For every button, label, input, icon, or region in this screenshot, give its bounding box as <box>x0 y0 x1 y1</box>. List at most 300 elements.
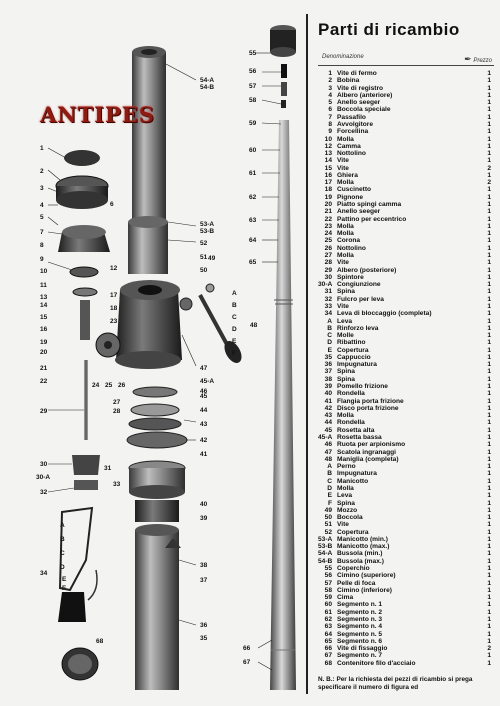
wire-container <box>62 648 98 680</box>
part-description: Contenitore filo d'acciaio <box>337 659 416 667</box>
diagram-label: 13 <box>40 294 48 301</box>
part-quantity: 1 <box>487 128 491 136</box>
diagram-label: D <box>232 326 237 333</box>
parts-row <box>318 659 494 668</box>
reel-seat-cylinder <box>128 46 168 274</box>
diagram-label: 54-A <box>200 77 215 84</box>
part-quantity: 1 <box>487 91 491 99</box>
part-description: Segmento n. 2 <box>337 608 383 616</box>
part-description: Flangia porta frizione <box>337 397 404 405</box>
part-description: Molla <box>337 135 354 143</box>
part-number: 56 <box>324 572 332 580</box>
divider <box>306 14 308 694</box>
part-number: B <box>327 470 332 478</box>
part-quantity: 1 <box>487 186 491 194</box>
part-description: Rondella <box>337 419 365 427</box>
part-quantity: 1 <box>487 608 491 616</box>
part-description: Cappuccio <box>337 353 371 361</box>
part-description: Scatola ingranaggi <box>337 448 396 456</box>
part-description: Ruota per arpionismo <box>337 441 406 449</box>
part-description: Bussola (max.) <box>337 557 384 565</box>
part-number: F <box>327 499 332 507</box>
part-quantity: 1 <box>487 288 491 296</box>
part-number: 45-A <box>318 434 333 441</box>
diagram-label: 62 <box>249 194 257 201</box>
part-description: Cimino (inferiore) <box>337 586 392 594</box>
part-quantity: 1 <box>487 535 491 543</box>
part-description: Manicotto (min.) <box>337 535 388 543</box>
part-number: 35 <box>324 353 332 361</box>
diagram-label: 45-A <box>200 378 215 385</box>
diagram-label: 54-B <box>200 84 215 91</box>
column-header-prezzo: ✒ Prezzo <box>464 54 492 64</box>
part-quantity: 1 <box>487 426 491 434</box>
diagram-label: 56 <box>249 68 257 75</box>
diagram-label: 26 <box>118 382 126 389</box>
part-description: Vite di registro <box>337 84 384 92</box>
part-quantity: 2 <box>487 645 491 653</box>
part-number: 31 <box>324 288 332 296</box>
part-description: Albero (posteriore) <box>337 266 397 274</box>
part-description: Vite <box>337 521 349 529</box>
part-number: 4 <box>328 91 332 99</box>
diagram-label: 61 <box>249 170 257 177</box>
part-quantity: 1 <box>487 397 491 405</box>
part-quantity: 1 <box>487 142 491 150</box>
diagram-label: 63 <box>249 217 257 224</box>
part-description: Leva di bloccaggio (completa) <box>337 310 432 318</box>
part-number: 54-B <box>318 557 333 565</box>
part-number: 53-A <box>318 535 333 543</box>
part-number: 58 <box>324 586 332 594</box>
diagram-label: 58 <box>249 97 257 104</box>
part-number: 13 <box>324 150 332 158</box>
part-description: Spina <box>337 499 355 507</box>
part-description: Segmento n. 7 <box>337 652 383 660</box>
part-quantity: 1 <box>487 579 491 587</box>
part-number: 51 <box>324 521 332 529</box>
part-number: 10 <box>324 135 332 143</box>
drag-discs <box>127 387 187 522</box>
part-description: Manicotto (max.) <box>337 543 390 551</box>
part-quantity: 1 <box>487 106 491 114</box>
diagram-label: 1 <box>40 145 44 152</box>
part-number: 17 <box>324 179 332 187</box>
part-number: 32 <box>324 295 332 303</box>
part-quantity: 1 <box>487 324 491 332</box>
part-number: 12 <box>324 142 332 150</box>
part-description: Pelle di foca <box>337 579 376 587</box>
part-number: 18 <box>324 186 332 194</box>
part-quantity: 1 <box>487 281 491 289</box>
part-quantity: 1 <box>487 273 491 281</box>
header-rule <box>318 65 494 66</box>
diagram-label: A <box>232 290 237 297</box>
part-quantity: 1 <box>487 477 491 485</box>
part-description: Perno <box>337 463 356 471</box>
part-quantity: 1 <box>487 550 491 558</box>
part-description: Ghiera <box>337 171 358 179</box>
diagram-label: 5 <box>40 214 44 221</box>
part-number: 52 <box>324 528 332 536</box>
part-description: Boccola <box>337 514 363 522</box>
part-number: 61 <box>324 608 332 616</box>
diagram-label: 46 <box>200 388 208 395</box>
part-quantity: 1 <box>487 193 491 201</box>
diagram-label: 16 <box>40 326 48 333</box>
diagram-label: 64 <box>249 237 257 244</box>
part-description: Spintore <box>337 273 364 281</box>
diagram-label: 41 <box>200 451 208 458</box>
part-quantity: 1 <box>487 353 491 361</box>
diagram-label: 21 <box>40 365 48 372</box>
part-description: Molla <box>337 484 354 492</box>
part-quantity: 1 <box>487 99 491 107</box>
diagram-label: 12 <box>110 265 118 272</box>
rear-shaft <box>72 360 100 490</box>
diagram-label: F <box>232 350 236 357</box>
part-quantity: 1 <box>487 120 491 128</box>
part-quantity: 2 <box>487 164 491 172</box>
part-description: Copertura <box>337 346 369 354</box>
part-number: 23 <box>324 222 332 230</box>
parts-list <box>318 69 494 669</box>
part-quantity: 1 <box>487 368 491 376</box>
part-description: Vite <box>337 157 349 165</box>
diagram-label: 28 <box>113 408 121 415</box>
part-number: 38 <box>324 375 332 383</box>
diagram-label: 25 <box>105 382 113 389</box>
part-description: Vite <box>337 164 349 172</box>
part-quantity: 1 <box>487 586 491 594</box>
diagram-label: 11 <box>40 282 47 289</box>
part-number: 46 <box>324 441 332 449</box>
part-quantity: 1 <box>487 616 491 623</box>
diagram-label: 57 <box>249 83 257 90</box>
part-quantity: 1 <box>487 412 491 420</box>
diagram-label: 37 <box>200 577 208 584</box>
column-header-denominazione: Denominazione <box>322 54 364 60</box>
part-quantity: 2 <box>487 179 491 187</box>
part-quantity: 1 <box>487 470 491 478</box>
part-description: Anello seeger <box>337 99 381 107</box>
part-description: Segmento n. 5 <box>337 630 383 638</box>
part-number: 14 <box>324 157 332 165</box>
part-description: Impugnatura <box>337 361 377 369</box>
part-description: Coperchio <box>337 565 370 573</box>
diagram-label: 48 <box>250 322 258 329</box>
part-number: 55 <box>324 565 332 573</box>
part-description: Corona <box>337 237 361 245</box>
gear-box <box>115 280 182 369</box>
part-description: Vite di fermo <box>337 70 377 77</box>
diagram-label: 20 <box>40 349 48 356</box>
part-quantity: 1 <box>487 434 491 441</box>
diagram-label: 43 <box>200 421 208 428</box>
part-description: Vite di fissaggio <box>337 645 388 653</box>
part-number: 42 <box>324 404 332 412</box>
part-number: 24 <box>324 230 332 238</box>
part-number: 1 <box>328 70 332 77</box>
diagram-label: 49 <box>208 255 216 262</box>
part-number: 68 <box>324 659 332 667</box>
part-description: Passafilo <box>337 113 366 121</box>
footnote: N. B.: Per la richiesta dei pezzi di ricambio si prega specificare il numero di figura ed <box>318 676 473 691</box>
part-number: 63 <box>324 623 332 631</box>
part-number: B <box>327 324 332 332</box>
part-description: Molla <box>337 252 354 259</box>
part-description: Fulcro per leva <box>337 295 384 303</box>
part-number: 45 <box>324 426 332 434</box>
part-description: Leva <box>337 492 353 500</box>
diagram-label: 52 <box>200 240 208 247</box>
part-quantity: 1 <box>487 601 491 609</box>
diagram-label: 39 <box>200 515 208 522</box>
diagram-label: C <box>232 314 237 321</box>
part-number: 5 <box>328 99 332 107</box>
part-description: Pattino per eccentrico <box>337 215 407 223</box>
part-number: 8 <box>328 120 332 128</box>
diagram-label: 60 <box>249 147 257 154</box>
part-quantity: 1 <box>487 441 491 449</box>
diagram-label: 22 <box>40 378 48 385</box>
part-number: 54-A <box>318 550 333 558</box>
part-quantity: 1 <box>487 419 491 427</box>
part-quantity: 1 <box>487 543 491 551</box>
part-description: Vite <box>337 302 349 310</box>
diagram-label: 14 <box>40 302 48 309</box>
part-quantity: 1 <box>487 572 491 580</box>
spool-assembly <box>56 150 120 357</box>
part-description: Molla <box>337 412 354 420</box>
part-quantity: 1 <box>487 652 491 660</box>
part-quantity: 1 <box>487 310 491 318</box>
part-number: 6 <box>328 106 332 114</box>
part-quantity: 1 <box>487 237 491 245</box>
part-quantity: 1 <box>487 404 491 412</box>
part-quantity: 1 <box>487 302 491 310</box>
part-description: Segmento n. 3 <box>337 616 383 623</box>
diagram-label: 10 <box>40 268 48 275</box>
part-description: Cima <box>337 594 354 602</box>
telescopic-rod <box>270 25 296 690</box>
diagram-label: 40 <box>200 501 208 508</box>
part-description: Cuscinetto <box>337 186 372 194</box>
part-quantity: 1 <box>487 506 491 514</box>
part-number: 33 <box>324 302 332 310</box>
part-description: Nottolino <box>337 244 366 252</box>
part-quantity: 1 <box>487 259 491 267</box>
diagram-label: 42 <box>200 437 208 444</box>
part-quantity: 1 <box>487 514 491 522</box>
diagram-label: 15 <box>40 314 48 321</box>
diagram-label: 29 <box>40 408 48 415</box>
part-description: Nottolino <box>337 150 366 158</box>
part-description: Spina <box>337 288 355 296</box>
diagram-label: 50 <box>200 267 208 274</box>
diagram-label: 2 <box>40 168 44 175</box>
part-quantity: 1 <box>487 215 491 223</box>
part-number: C <box>327 477 332 485</box>
brand-logo: ANTIPES <box>40 102 155 127</box>
diagram-label: 53-B <box>200 228 215 235</box>
diagram-label: B <box>232 302 237 309</box>
diagram-label: 6 <box>110 201 114 208</box>
part-number: 30-A <box>318 281 333 289</box>
diagram-label: 68 <box>96 638 104 645</box>
part-number: 7 <box>328 113 332 121</box>
part-number: 47 <box>324 448 332 456</box>
diagram-label: 7 <box>40 229 44 236</box>
diagram-label: 31 <box>104 465 112 472</box>
part-description: Leva <box>337 317 353 325</box>
part-quantity: 1 <box>487 317 491 325</box>
part-description: Copertura <box>337 528 369 536</box>
part-number: 37 <box>324 368 332 376</box>
diagram-label: 27 <box>113 399 121 406</box>
diagram-label: D <box>60 564 65 571</box>
part-number: 64 <box>324 630 332 638</box>
diagram-label: A <box>60 522 65 529</box>
part-number: 66 <box>324 645 332 653</box>
part-number: 34 <box>324 310 332 318</box>
part-quantity: 1 <box>487 252 491 259</box>
part-quantity: 1 <box>487 455 491 463</box>
part-quantity: 1 <box>487 77 491 85</box>
part-number: D <box>327 339 332 347</box>
part-number: C <box>327 332 332 340</box>
diagram-label: 18 <box>110 305 118 312</box>
diagram-label: 30-A <box>36 474 51 481</box>
part-number: 60 <box>324 601 332 609</box>
part-number: 57 <box>324 579 332 587</box>
part-number: 26 <box>324 244 332 252</box>
part-number: 39 <box>324 383 332 391</box>
diagram-label: 47 <box>200 365 208 372</box>
diagram-label: E <box>232 338 237 345</box>
diagram-label: 19 <box>40 339 48 346</box>
diagram-label: 32 <box>40 489 48 496</box>
part-number: 20 <box>324 201 332 209</box>
part-number: A <box>327 463 332 471</box>
part-quantity: 1 <box>487 230 491 238</box>
part-description: Boccola speciale <box>337 106 391 114</box>
part-number: 50 <box>324 514 332 522</box>
part-number: 22 <box>324 215 332 223</box>
part-quantity: 1 <box>487 463 491 471</box>
diagram-label: 35 <box>200 635 208 642</box>
part-number: 16 <box>324 171 332 179</box>
part-quantity: 1 <box>487 244 491 252</box>
part-quantity: 1 <box>487 171 491 179</box>
part-quantity: 1 <box>487 201 491 209</box>
part-quantity: 1 <box>487 332 491 340</box>
part-description: Impugnatura <box>337 470 377 478</box>
part-number: 67 <box>324 652 332 660</box>
part-description: Maniglia (completa) <box>337 455 399 463</box>
part-number: 43 <box>324 412 332 420</box>
part-description: Ribattino <box>337 339 366 347</box>
part-quantity: 1 <box>487 339 491 347</box>
diagram-label: B <box>60 536 65 543</box>
part-description: Mozzo <box>337 506 358 514</box>
parts-table-header <box>318 50 494 64</box>
diagram-label: 4 <box>40 202 44 209</box>
part-description: Disco porta frizione <box>337 404 399 412</box>
part-description: Molle <box>337 332 354 340</box>
part-description: Camma <box>337 142 361 150</box>
diagram-label: 45 <box>200 393 208 400</box>
part-quantity: 1 <box>487 594 491 602</box>
part-quantity: 1 <box>487 135 491 143</box>
part-description: Piatto spingi camma <box>337 201 402 209</box>
diagram-label: 24 <box>92 382 100 389</box>
part-description: Pignone <box>337 193 364 201</box>
part-number: D <box>327 484 332 492</box>
part-quantity: 1 <box>487 484 491 492</box>
part-number: 25 <box>324 237 332 245</box>
part-number: 59 <box>324 594 332 602</box>
diagram-label: 23 <box>110 318 118 325</box>
part-quantity: 1 <box>487 499 491 507</box>
part-description: Rinforzo leva <box>337 324 379 332</box>
part-number: 9 <box>328 128 332 136</box>
diagram-label: 44 <box>200 407 208 414</box>
part-quantity: 1 <box>487 492 491 500</box>
part-description: Molla <box>337 230 354 238</box>
part-number: 65 <box>324 637 332 645</box>
part-number: 40 <box>324 390 332 398</box>
part-number: 53-B <box>318 543 333 551</box>
diagram-label: 17 <box>110 292 118 299</box>
part-quantity: 1 <box>487 383 491 391</box>
part-description: Bussola (min.) <box>337 550 383 558</box>
part-quantity: 1 <box>487 565 491 573</box>
part-description: Spina <box>337 375 355 383</box>
page-title: Parti di ricambio <box>318 20 460 39</box>
part-quantity: 1 <box>487 637 491 645</box>
diagram-label: E <box>62 576 67 583</box>
part-description: Rosetta alta <box>337 426 375 434</box>
part-description: Bobina <box>337 77 360 85</box>
part-quantity: 1 <box>487 150 491 158</box>
diagram-label: 30 <box>40 461 48 468</box>
part-description: Cimino (superiore) <box>337 572 396 580</box>
diagram-label: 66 <box>243 645 251 652</box>
part-quantity: 1 <box>487 375 491 383</box>
part-quantity: 1 <box>487 157 491 165</box>
part-quantity: 1 <box>487 557 491 565</box>
part-quantity: 1 <box>487 528 491 536</box>
part-quantity: 1 <box>487 630 491 638</box>
part-quantity: 1 <box>487 346 491 354</box>
part-description: Avvolgitore <box>337 120 374 128</box>
part-quantity: 1 <box>487 623 491 631</box>
part-description: Rosetta bassa <box>337 434 382 441</box>
part-number: 3 <box>328 84 332 92</box>
part-description: Rondella <box>337 390 365 398</box>
part-description: Pomello frizione <box>337 383 388 391</box>
part-number: 41 <box>324 397 332 405</box>
diagram-label: F <box>62 585 66 592</box>
part-description: Congiunzione <box>337 281 381 289</box>
pen-icon: ✒ <box>464 54 472 64</box>
part-description: Vite <box>337 259 349 267</box>
diagram-label: 65 <box>249 259 257 266</box>
part-description: Forcellina <box>337 128 369 136</box>
diagram-label: 67 <box>243 659 251 666</box>
part-number: 48 <box>324 455 332 463</box>
